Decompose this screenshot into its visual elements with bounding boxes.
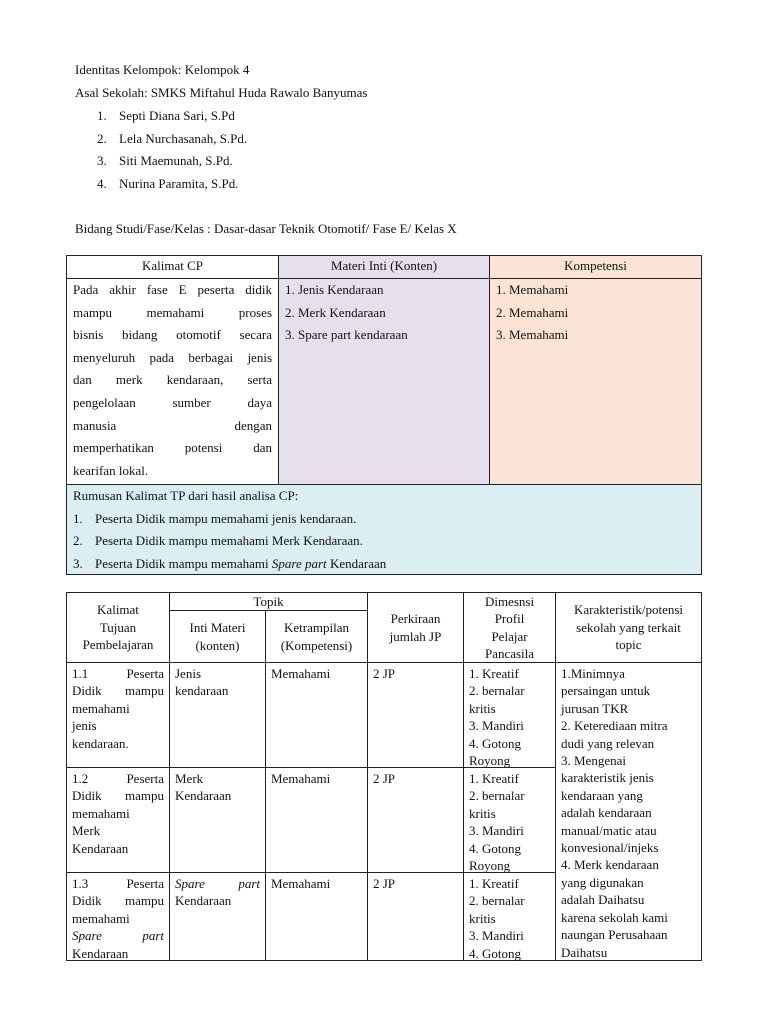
inti-materi-cell: Merk Kendaraan: [169, 767, 266, 873]
tp-item: 1. Peserta Didik mampu memahami jenis kendaraan.: [73, 510, 357, 526]
dimensi-cell: 1. Kreatif 2. bernalar kritis 3. Mandiri 4. Gotong Royong: [463, 662, 556, 768]
rumusan-tp-title: Rumusan Kalimat TP dari hasil analisa CP:: [73, 488, 299, 503]
jp-cell: 2 JP: [367, 767, 464, 873]
dimensi-cell: 1. Kreatif 2. bernalar kritis 3. Mandiri 4. Gotong Royong: [463, 767, 556, 873]
jp-cell: 2 JP: [367, 662, 464, 768]
header-kalimat-cp: Kalimat CP: [66, 255, 279, 279]
header-kompetensi: Kompetensi: [489, 255, 702, 279]
karakteristik-cell: 1.Minimnya persaingan untuk jurusan TKR 2. Keterediaan mitra dudi yang relevan 3. Mengenai karakteristik jenis kendaraan yang adalah kendaraan manual/matic atau konvesional/injeks 4. Merk kendaraan yang digunakan adalah Daihatsu karena sekolah kami naungan Perusahaan Daihatsu: [555, 662, 702, 961]
member-item: 1. Septi Diana Sari, S.Pd: [97, 108, 235, 123]
kompetensi-cell: 1. Memahami 2. Memahami 3. Memahami: [489, 278, 702, 485]
tp-item: 2. Peserta Didik mampu memahami Merk Kendaraan.: [73, 533, 363, 549]
jp-cell: 2 JP: [367, 872, 464, 961]
tp-row-cell: 1.1 Peserta Didik mampu memahami jenis kendaraan.: [66, 662, 170, 768]
tp-item: 3. Peserta Didik mampu memahami Spare part Kendaraan: [73, 556, 387, 572]
ketrampilan-cell: Memahami: [265, 662, 368, 768]
header-perkiraan-jp: Perkiraan jumlah JP: [367, 592, 464, 663]
inti-materi-cell: Jenis kendaraan: [169, 662, 266, 768]
header-kalimat-tujuan: Kalimat Tujuan Pembelajaran: [66, 592, 170, 663]
asal-sekolah: Asal Sekolah: SMKS Miftahul Huda Rawalo Banyumas: [75, 85, 368, 100]
tp-row-cell: 1.2 Peserta Didik mampu memahami Merk Kendaraan: [66, 767, 170, 873]
kalimat-cp-cell: Pada akhir fase E peserta didik mampu memahami proses bisnis bidang otomotif secara menyeluruh pada berbagai jenis dan merk kendaraan, serta pengelolaan sumber daya manusia dengan memperhatikan potensi dan kearifan lokal.: [66, 278, 279, 485]
header-materi-inti: Materi Inti (Konten): [278, 255, 490, 279]
tujuan-pembelajaran-table: [66, 592, 702, 961]
dimensi-cell: 1. Kreatif 2. bernalar kritis 3. Mandiri 4. Gotong: [463, 872, 556, 961]
member-item: 4. Nurina Paramita, S.Pd.: [97, 176, 239, 191]
ketrampilan-cell: Memahami: [265, 767, 368, 873]
identitas-kelompok: Identitas Kelompok: Kelompok 4: [75, 62, 250, 77]
header-karakteristik: Karakteristik/potensi sekolah yang terkait topic: [555, 592, 702, 663]
inti-materi-cell: Spare part Kendaraan: [169, 872, 266, 961]
member-item: 3. Siti Maemunah, S.Pd.: [97, 153, 233, 168]
header-dimensi-profil: Dimesnsi Profil Pelajar Pancasila: [463, 592, 556, 663]
bidang-studi: Bidang Studi/Fase/Kelas : Dasar-dasar Teknik Otomotif/ Fase E/ Kelas X: [75, 221, 457, 236]
tp-row-cell: 1.3 Peserta Didik mampu memahami Spare part Kendaraan: [66, 872, 170, 961]
header-ketrampilan: Ketrampilan (Kompetensi): [265, 610, 368, 663]
cp-analysis-table: [66, 255, 702, 575]
member-item: 2. Lela Nurchasanah, S.Pd.: [97, 131, 248, 146]
ketrampilan-cell: Memahami: [265, 872, 368, 961]
header-inti-materi: Inti Materi (konten): [169, 610, 266, 663]
rumusan-tp-cell: [66, 484, 702, 575]
materi-inti-cell: 1. Jenis Kendaraan 2. Merk Kendaraan 3. Spare part kendaraan: [278, 278, 490, 485]
header-topik: Topik: [169, 592, 368, 611]
